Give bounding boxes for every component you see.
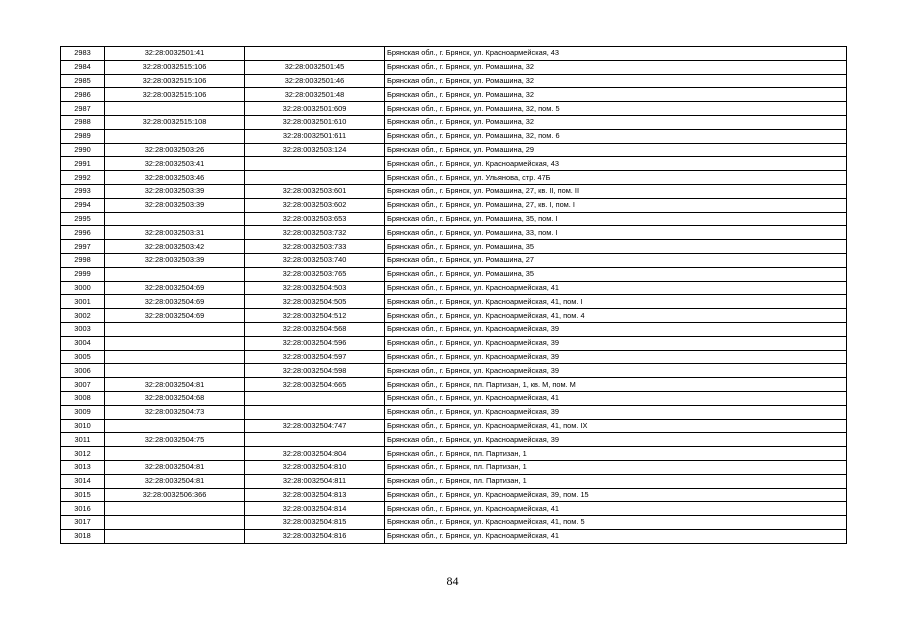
row-number-cell: 3003 <box>61 322 105 336</box>
table-row <box>61 102 847 116</box>
table-body <box>61 47 847 544</box>
row-number-cell: 2995 <box>61 212 105 226</box>
land-cadastral-number-cell: 32:28:0032504:69 <box>105 309 245 323</box>
address-cell: Брянская обл., г. Брянск, ул. Ромашина, 35, пом. I <box>385 212 847 226</box>
land-cadastral-number-cell <box>105 419 245 433</box>
land-cadastral-number-cell: 32:28:0032504:75 <box>105 433 245 447</box>
building-cadastral-number-cell: 32:28:0032504:568 <box>245 322 385 336</box>
address-cell: Брянская обл., г. Брянск, ул. Ромашина, 32, пом. 5 <box>385 102 847 116</box>
building-cadastral-number-cell: 32:28:0032501:46 <box>245 74 385 88</box>
land-cadastral-number-cell <box>105 336 245 350</box>
row-number-cell: 3005 <box>61 350 105 364</box>
building-cadastral-number-cell: 32:28:0032501:45 <box>245 60 385 74</box>
address-cell: Брянская обл., г. Брянск, ул. Ромашина, 32 <box>385 115 847 129</box>
address-cell: Брянская обл., г. Брянск, ул. Красноармейская, 43 <box>385 157 847 171</box>
land-cadastral-number-cell: 32:28:0032504:68 <box>105 391 245 405</box>
row-number-cell: 2988 <box>61 115 105 129</box>
row-number-cell: 3006 <box>61 364 105 378</box>
row-number-cell: 3012 <box>61 447 105 461</box>
table-row <box>61 295 847 309</box>
land-cadastral-number-cell <box>105 447 245 461</box>
row-number-cell: 2984 <box>61 60 105 74</box>
table-row <box>61 322 847 336</box>
table-row <box>61 391 847 405</box>
building-cadastral-number-cell <box>245 171 385 185</box>
row-number-cell: 3015 <box>61 488 105 502</box>
row-number-cell: 2991 <box>61 157 105 171</box>
address-cell: Брянская обл., г. Брянск, ул. Красноармейская, 43 <box>385 47 847 61</box>
land-cadastral-number-cell <box>105 364 245 378</box>
address-cell: Брянская обл., г. Брянск, пл. Партизан, 1 <box>385 474 847 488</box>
land-cadastral-number-cell: 32:28:0032503:39 <box>105 198 245 212</box>
land-cadastral-number-cell <box>105 350 245 364</box>
land-cadastral-number-cell <box>105 212 245 226</box>
land-cadastral-number-cell: 32:28:0032515:106 <box>105 88 245 102</box>
address-cell: Брянская обл., г. Брянск, ул. Ульянова, стр. 47Б <box>385 171 847 185</box>
building-cadastral-number-cell <box>245 433 385 447</box>
address-cell: Брянская обл., г. Брянск, ул. Красноармейская, 41, пом. 4 <box>385 309 847 323</box>
address-cell: Брянская обл., г. Брянск, ул. Ромашина, 35 <box>385 240 847 254</box>
address-cell: Брянская обл., г. Брянск, пл. Партизан, 1 <box>385 460 847 474</box>
table-row <box>61 212 847 226</box>
building-cadastral-number-cell: 32:28:0032504:815 <box>245 516 385 530</box>
building-cadastral-number-cell: 32:28:0032504:747 <box>245 419 385 433</box>
land-cadastral-number-cell: 32:28:0032503:41 <box>105 157 245 171</box>
address-cell: Брянская обл., г. Брянск, ул. Ромашина, 32 <box>385 74 847 88</box>
row-number-cell: 2997 <box>61 240 105 254</box>
row-number-cell: 2983 <box>61 47 105 61</box>
row-number-cell: 3017 <box>61 516 105 530</box>
land-cadastral-number-cell <box>105 516 245 530</box>
table-row <box>61 309 847 323</box>
table-row <box>61 143 847 157</box>
table-row <box>61 129 847 143</box>
row-number-cell: 3008 <box>61 391 105 405</box>
building-cadastral-number-cell: 32:28:0032503:602 <box>245 198 385 212</box>
table-row <box>61 240 847 254</box>
land-cadastral-number-cell <box>105 129 245 143</box>
land-cadastral-number-cell: 32:28:0032503:39 <box>105 253 245 267</box>
building-cadastral-number-cell: 32:28:0032503:740 <box>245 253 385 267</box>
land-cadastral-number-cell <box>105 502 245 516</box>
table-row <box>61 378 847 392</box>
address-cell: Брянская обл., г. Брянск, ул. Красноармейская, 39 <box>385 322 847 336</box>
address-cell: Брянская обл., г. Брянск, ул. Красноармейская, 41 <box>385 502 847 516</box>
table-row <box>61 253 847 267</box>
table-row <box>61 433 847 447</box>
address-cell: Брянская обл., г. Брянск, ул. Ромашина, 27, кв. I, пом. I <box>385 198 847 212</box>
building-cadastral-number-cell: 32:28:0032503:124 <box>245 143 385 157</box>
row-number-cell: 2998 <box>61 253 105 267</box>
address-cell: Брянская обл., г. Брянск, ул. Красноармейская, 39, пом. 15 <box>385 488 847 502</box>
building-cadastral-number-cell: 32:28:0032504:505 <box>245 295 385 309</box>
row-number-cell: 3004 <box>61 336 105 350</box>
address-cell: Брянская обл., г. Брянск, ул. Красноармейская, 39 <box>385 433 847 447</box>
table-row <box>61 488 847 502</box>
table-row <box>61 350 847 364</box>
land-cadastral-number-cell: 32:28:0032504:81 <box>105 460 245 474</box>
row-number-cell: 2987 <box>61 102 105 116</box>
land-cadastral-number-cell <box>105 529 245 543</box>
building-cadastral-number-cell: 32:28:0032503:732 <box>245 226 385 240</box>
land-cadastral-number-cell: 32:28:0032503:42 <box>105 240 245 254</box>
row-number-cell: 3001 <box>61 295 105 309</box>
table-row <box>61 364 847 378</box>
row-number-cell: 2992 <box>61 171 105 185</box>
land-cadastral-number-cell: 32:28:0032504:81 <box>105 378 245 392</box>
land-cadastral-number-cell: 32:28:0032504:73 <box>105 405 245 419</box>
table-row <box>61 405 847 419</box>
land-cadastral-number-cell: 32:28:0032515:106 <box>105 74 245 88</box>
table-row <box>61 171 847 185</box>
land-cadastral-number-cell: 32:28:0032503:39 <box>105 184 245 198</box>
address-cell: Брянская обл., г. Брянск, ул. Ромашина, 35 <box>385 267 847 281</box>
address-cell: Брянская обл., г. Брянск, ул. Красноармейская, 39 <box>385 336 847 350</box>
row-number-cell: 3010 <box>61 419 105 433</box>
land-cadastral-number-cell: 32:28:0032504:69 <box>105 281 245 295</box>
land-cadastral-number-cell: 32:28:0032503:46 <box>105 171 245 185</box>
building-cadastral-number-cell: 32:28:0032504:665 <box>245 378 385 392</box>
address-cell: Брянская обл., г. Брянск, ул. Красноармейская, 39 <box>385 405 847 419</box>
row-number-cell: 3014 <box>61 474 105 488</box>
address-cell: Брянская обл., г. Брянск, ул. Ромашина, 33, пом. I <box>385 226 847 240</box>
building-cadastral-number-cell <box>245 405 385 419</box>
building-cadastral-number-cell: 32:28:0032504:503 <box>245 281 385 295</box>
row-number-cell: 2985 <box>61 74 105 88</box>
address-cell: Брянская обл., г. Брянск, ул. Красноармейская, 41, пом. 5 <box>385 516 847 530</box>
address-cell: Брянская обл., г. Брянск, ул. Красноармейская, 39 <box>385 364 847 378</box>
address-cell: Брянская обл., г. Брянск, ул. Ромашина, 29 <box>385 143 847 157</box>
building-cadastral-number-cell: 32:28:0032501:610 <box>245 115 385 129</box>
address-cell: Брянская обл., г. Брянск, ул. Ромашина, 27, кв. II, пом. II <box>385 184 847 198</box>
land-cadastral-number-cell <box>105 322 245 336</box>
building-cadastral-number-cell: 32:28:0032501:609 <box>245 102 385 116</box>
row-number-cell: 2990 <box>61 143 105 157</box>
building-cadastral-number-cell: 32:28:0032503:601 <box>245 184 385 198</box>
row-number-cell: 2993 <box>61 184 105 198</box>
land-cadastral-number-cell: 32:28:0032504:81 <box>105 474 245 488</box>
table-row <box>61 198 847 212</box>
building-cadastral-number-cell <box>245 47 385 61</box>
address-cell: Брянская обл., г. Брянск, ул. Красноармейская, 41 <box>385 281 847 295</box>
address-cell: Брянская обл., г. Брянск, ул. Красноармейская, 41 <box>385 529 847 543</box>
address-cell: Брянская обл., г. Брянск, ул. Красноармейская, 41 <box>385 391 847 405</box>
row-number-cell: 3011 <box>61 433 105 447</box>
land-cadastral-number-cell <box>105 267 245 281</box>
building-cadastral-number-cell: 32:28:0032503:765 <box>245 267 385 281</box>
row-number-cell: 2994 <box>61 198 105 212</box>
table-row <box>61 115 847 129</box>
page-number: 84 <box>446 574 459 588</box>
table-row <box>61 47 847 61</box>
address-cell: Брянская обл., г. Брянск, пл. Партизан, 1 <box>385 447 847 461</box>
building-cadastral-number-cell: 32:28:0032501:48 <box>245 88 385 102</box>
building-cadastral-number-cell: 32:28:0032503:733 <box>245 240 385 254</box>
building-cadastral-number-cell: 32:28:0032504:810 <box>245 460 385 474</box>
land-cadastral-number-cell <box>105 102 245 116</box>
address-cell: Брянская обл., г. Брянск, ул. Красноармейская, 41, пом. I <box>385 295 847 309</box>
table-row <box>61 157 847 171</box>
address-cell: Брянская обл., г. Брянск, ул. Красноармейская, 39 <box>385 350 847 364</box>
land-cadastral-number-cell: 32:28:0032506:366 <box>105 488 245 502</box>
table-row <box>61 419 847 433</box>
table-row <box>61 88 847 102</box>
table-row <box>61 226 847 240</box>
row-number-cell: 3009 <box>61 405 105 419</box>
building-cadastral-number-cell: 32:28:0032504:816 <box>245 529 385 543</box>
row-number-cell: 2999 <box>61 267 105 281</box>
land-cadastral-number-cell: 32:28:0032515:108 <box>105 115 245 129</box>
row-number-cell: 3002 <box>61 309 105 323</box>
land-cadastral-number-cell: 32:28:0032501:41 <box>105 47 245 61</box>
row-number-cell: 2986 <box>61 88 105 102</box>
table-row <box>61 502 847 516</box>
building-cadastral-number-cell <box>245 391 385 405</box>
building-cadastral-number-cell: 32:28:0032504:597 <box>245 350 385 364</box>
land-cadastral-number-cell: 32:28:0032504:69 <box>105 295 245 309</box>
building-cadastral-number-cell: 32:28:0032504:596 <box>245 336 385 350</box>
building-cadastral-number-cell: 32:28:0032503:653 <box>245 212 385 226</box>
cadastral-table <box>60 46 847 544</box>
address-cell: Брянская обл., г. Брянск, ул. Ромашина, 32 <box>385 60 847 74</box>
table-row <box>61 60 847 74</box>
table-row <box>61 460 847 474</box>
address-cell: Брянская обл., г. Брянск, ул. Ромашина, 27 <box>385 253 847 267</box>
building-cadastral-number-cell: 32:28:0032504:598 <box>245 364 385 378</box>
address-cell: Брянская обл., г. Брянск, пл. Партизан, 1, кв. М, пом. М <box>385 378 847 392</box>
table-row <box>61 474 847 488</box>
table-row <box>61 184 847 198</box>
land-cadastral-number-cell: 32:28:0032503:31 <box>105 226 245 240</box>
address-cell: Брянская обл., г. Брянск, ул. Ромашина, 32, пом. 6 <box>385 129 847 143</box>
table-row <box>61 336 847 350</box>
row-number-cell: 3018 <box>61 529 105 543</box>
row-number-cell: 3016 <box>61 502 105 516</box>
table-row <box>61 281 847 295</box>
building-cadastral-number-cell: 32:28:0032501:611 <box>245 129 385 143</box>
row-number-cell: 3007 <box>61 378 105 392</box>
building-cadastral-number-cell: 32:28:0032504:811 <box>245 474 385 488</box>
building-cadastral-number-cell: 32:28:0032504:512 <box>245 309 385 323</box>
table-row <box>61 529 847 543</box>
row-number-cell: 3013 <box>61 460 105 474</box>
table-row <box>61 516 847 530</box>
table-row <box>61 447 847 461</box>
land-cadastral-number-cell: 32:28:0032515:106 <box>105 60 245 74</box>
row-number-cell: 2996 <box>61 226 105 240</box>
building-cadastral-number-cell: 32:28:0032504:814 <box>245 502 385 516</box>
land-cadastral-number-cell: 32:28:0032503:26 <box>105 143 245 157</box>
row-number-cell: 3000 <box>61 281 105 295</box>
row-number-cell: 2989 <box>61 129 105 143</box>
address-cell: Брянская обл., г. Брянск, ул. Красноармейская, 41, пом. IX <box>385 419 847 433</box>
table-row <box>61 267 847 281</box>
address-cell: Брянская обл., г. Брянск, ул. Ромашина, 32 <box>385 88 847 102</box>
building-cadastral-number-cell <box>245 157 385 171</box>
table-row <box>61 74 847 88</box>
building-cadastral-number-cell: 32:28:0032504:804 <box>245 447 385 461</box>
building-cadastral-number-cell: 32:28:0032504:813 <box>245 488 385 502</box>
